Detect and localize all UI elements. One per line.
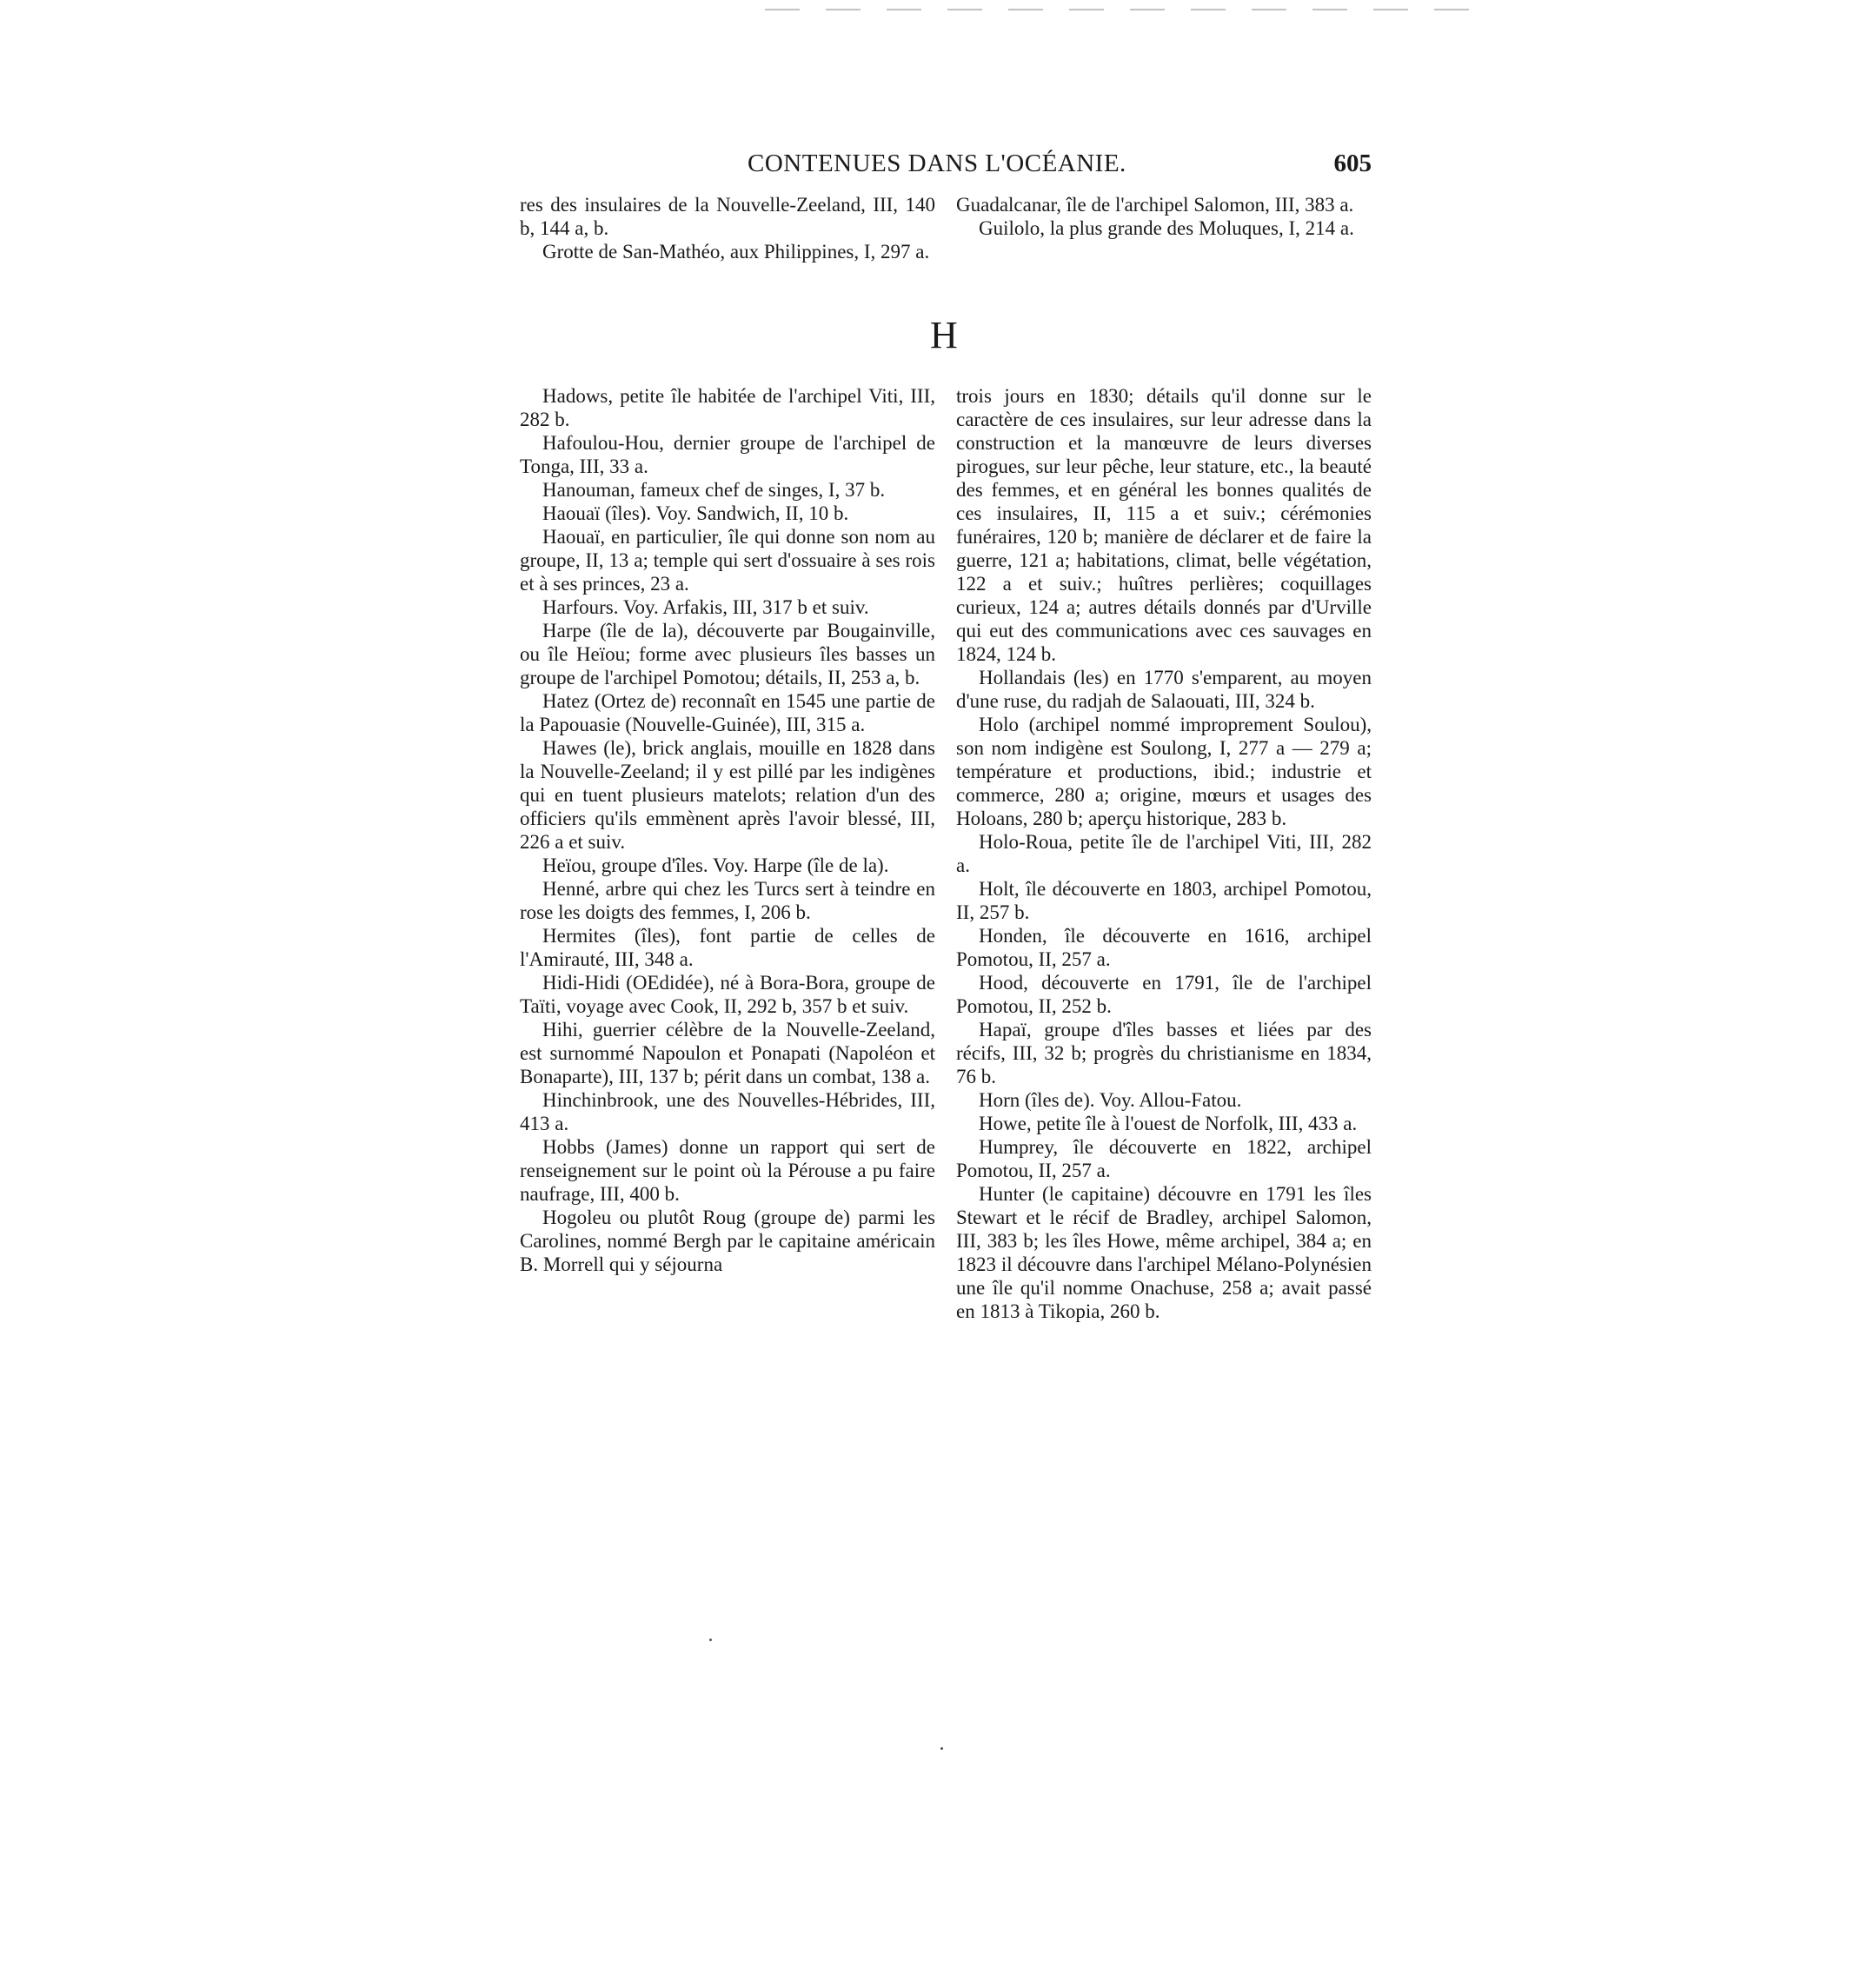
index-entry: Guadalcanar, île de l'archipel Salomon, III, 383 a. bbox=[956, 194, 1354, 216]
index-entry: Hidi-Hidi (OEdidée), né à Bora-Bora, groupe de Taïti, voyage avec Cook, II, 292 b, 357 b et suiv. bbox=[520, 972, 935, 1017]
index-entry: Haouaï (îles). Voy. Sandwich, II, 10 b. bbox=[542, 502, 849, 524]
index-entry: res des insulaires de la Nouvelle-Zeeland, III, 140 b, 144 a, b. bbox=[520, 194, 935, 239]
index-entry: Holt, île découverte en 1803, archipel Pomotou, II, 257 b. bbox=[956, 878, 1372, 923]
running-head: CONTENUES DANS L'OCÉANIE. bbox=[748, 150, 1126, 177]
index-entry: Hinchinbrook, une des Nouvelles-Hébrides, III, 413 a. bbox=[520, 1089, 935, 1134]
section-letter: H bbox=[930, 314, 958, 356]
index-entry: Humprey, île découverte en 1822, archipel Pomotou, II, 257 a. bbox=[956, 1136, 1372, 1181]
index-entry: Howe, petite île à l'ouest de Norfolk, III, 433 a. bbox=[979, 1113, 1358, 1134]
index-entry: Holo-Roua, petite île de l'archipel Viti, III, 282 a. bbox=[956, 831, 1372, 876]
index-entry: Hatez (Ortez de) reconnaît en 1545 une partie de la Papouasie (Nouvelle-Guinée), III, 315 a. bbox=[520, 690, 935, 735]
index-entry: Hermites (îles), font partie de celles de l'Amirauté, III, 348 a. bbox=[520, 925, 935, 970]
index-entry: Hood, découverte en 1791, île de l'archipel Pomotou, II, 252 b. bbox=[956, 972, 1372, 1017]
index-entry: Harfours. Voy. Arfakis, III, 317 b et suiv. bbox=[542, 596, 869, 618]
index-entry: Harpe (île de la), découverte par Bougainville, ou île Heïou; forme avec plusieurs îles basses un groupe de l'archipel Pomotou; détails, II, 253 a, b. bbox=[520, 620, 935, 688]
index-entry: Guilolo, la plus grande des Moluques, I, 214 a. bbox=[979, 217, 1354, 239]
index-entry: Hawes (le), brick anglais, mouille en 1828 dans la Nouvelle-Zeeland; il y est pillé par les indigènes qui en tuent plusieurs matelots; relation d'un des officiers qu'ils emmènent après l'avoir blessé, III, 226 a et suiv. bbox=[520, 737, 935, 853]
index-entry: Holo (archipel nommé improprement Soulou), son nom indigène est Soulong, I, 277 a — 279 a; température et productions, ibid.; industrie et commerce, 280 a; origine, mœurs et usages des Holoans, 280 b; aperçu historique, 283 b. bbox=[956, 714, 1372, 829]
scan-speck bbox=[940, 1747, 943, 1750]
index-entry: Hanouman, fameux chef de singes, I, 37 b. bbox=[542, 479, 886, 501]
page-number: 605 bbox=[1333, 150, 1372, 177]
index-entry: Hapaï, groupe d'îles basses et liées par des récifs, III, 32 b; progrès du christianisme en 1834, 76 b. bbox=[956, 1019, 1372, 1087]
index-entry: Henné, arbre qui chez les Turcs sert à teindre en rose les doigts des femmes, I, 206 b. bbox=[520, 878, 935, 923]
index-entry: Hollandais (les) en 1770 s'emparent, au moyen d'une ruse, du radjah de Salaouati, III, 324 b. bbox=[956, 667, 1372, 712]
scan-speck bbox=[709, 1639, 712, 1641]
top-left-column bbox=[520, 193, 935, 263]
index-entry: Hunter (le capitaine) découvre en 1791 les îles Stewart et le récif de Bradley, archipel Salomon, III, 383 b; les îles Howe, même archipel, 384 a; en 1823 il découvre dans l'archipel Mélano-Polynésien une île qu'il nomme Onachuse, 258 a; avait passé en 1813 à Tikopia, 260 b. bbox=[956, 1183, 1372, 1322]
scan-artifact-rule bbox=[765, 9, 1478, 10]
index-entry: Hadows, petite île habitée de l'archipel Viti, III, 282 b. bbox=[520, 385, 935, 430]
index-entry: trois jours en 1830; détails qu'il donne sur le caractère de ces insulaires, sur leur adresse dans la construction et la manœuvre de leurs diverses pirogues, sur leur pêche, leur stature, etc., la beauté des femmes, et en général les bonnes qualités de ces insulaires, II, 115 a et suiv.; cérémonies funéraires, 120 b; manière de déclarer et de faire la guerre, 121 a; habitations, climat, belle végétation, 122 a et suiv.; huîtres perlières; coquillages curieux, 124 a; autres détails donnés par d'Urville qui eut des communications avec ces sauvages en 1824, 124 b. bbox=[956, 385, 1372, 665]
index-entry: Hobbs (James) donne un rapport qui sert de renseignement sur le point où la Pérouse a pu faire naufrage, III, 400 b. bbox=[520, 1136, 935, 1205]
index-entry: Horn (îles de). Voy. Allou-Fatou. bbox=[979, 1089, 1242, 1111]
index-entry: Haouaï, en particulier, île qui donne son nom au groupe, II, 13 a; temple qui sert d'ossuaire à ses rois et à ses princes, 23 a. bbox=[520, 526, 935, 595]
page-header bbox=[520, 150, 1372, 184]
index-entry: Hafoulou-Hou, dernier groupe de l'archipel de Tonga, III, 33 a. bbox=[520, 432, 935, 477]
right-column bbox=[956, 384, 1372, 1323]
top-right-column bbox=[956, 193, 1372, 240]
index-entry: Heïou, groupe d'îles. Voy. Harpe (île de la). bbox=[542, 854, 889, 876]
index-entry: Grotte de San-Mathéo, aux Philippines, I, 297 a. bbox=[542, 241, 930, 263]
left-column bbox=[520, 384, 935, 1276]
index-entry: Honden, île découverte en 1616, archipel Pomotou, II, 257 a. bbox=[956, 925, 1372, 970]
index-entry: Hogoleu ou plutôt Roug (groupe de) parmi les Carolines, nommé Bergh par le capitaine américain B. Morrell qui y séjourna bbox=[520, 1207, 935, 1275]
index-entry: Hihi, guerrier célèbre de la Nouvelle-Zeeland, est surnommé Napoulon et Ponapati (Napoléon et Bonaparte), III, 137 b; périt dans un combat, 138 a. bbox=[520, 1019, 935, 1087]
